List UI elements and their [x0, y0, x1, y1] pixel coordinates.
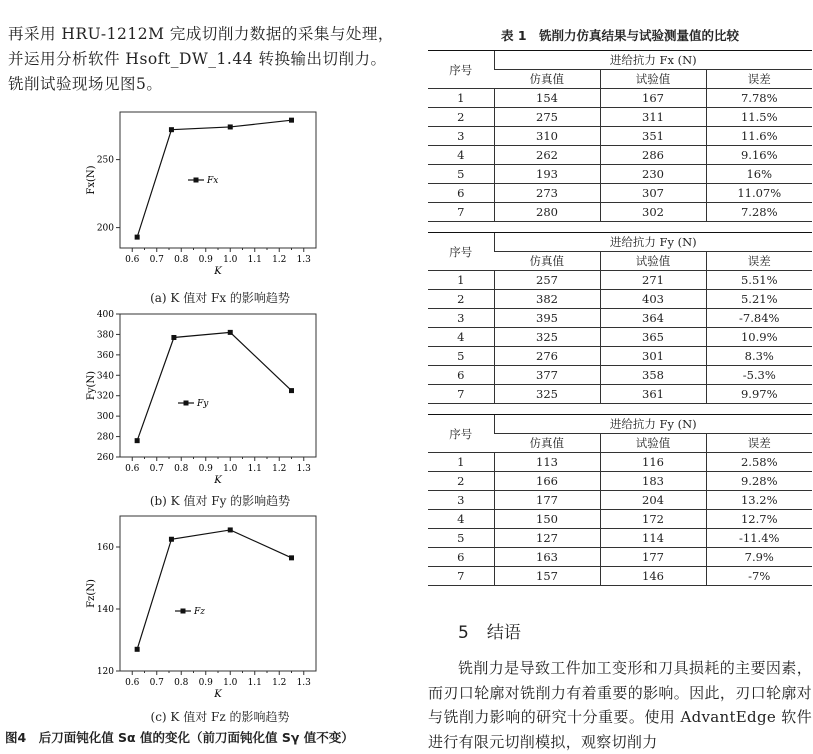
data-point: [228, 527, 233, 532]
table-cell: 307: [600, 184, 706, 203]
chart-fx: [80, 100, 330, 280]
table-cell: 5.51%: [706, 271, 812, 290]
table-cell: 2.58%: [706, 453, 812, 472]
table-cell: 12.7%: [706, 510, 812, 529]
x-tick-label: 0.7: [149, 255, 164, 265]
seq-header: 序号: [428, 51, 494, 89]
table-cell: 9.16%: [706, 146, 812, 165]
conclusion-paragraph: [428, 656, 812, 754]
legend-marker: [181, 609, 186, 614]
chart-fz: [80, 508, 330, 700]
table-cell: 3: [428, 309, 494, 328]
err-header: 误差: [706, 252, 812, 271]
table-cell: 2: [428, 108, 494, 127]
chart-fy: [80, 306, 330, 486]
table-cell: 150: [494, 510, 600, 529]
data-point: [228, 124, 233, 129]
table-row: [428, 366, 812, 385]
table-row: [428, 385, 812, 404]
x-tick-label: 1.0: [223, 255, 238, 265]
table-cell: 204: [600, 491, 706, 510]
section-heading: [458, 618, 521, 643]
figure-b-caption: (b) K 值对 Fy 的影响趋势: [149, 494, 291, 508]
table-row: [428, 165, 812, 184]
table-cell: 1: [428, 89, 494, 108]
data-point: [135, 235, 140, 240]
table-row: [428, 548, 812, 567]
y-axis-label: Fx(N): [86, 165, 97, 195]
table-row: [428, 108, 812, 127]
table-cell: 4: [428, 328, 494, 347]
data-point: [289, 555, 294, 560]
err-header: 误差: [706, 70, 812, 89]
table-cell: 364: [600, 309, 706, 328]
table-row: [428, 203, 812, 222]
table-cell: 3: [428, 491, 494, 510]
sim-header: 仿真值: [494, 70, 600, 89]
intro-text: 再采用 HRU-1212M 完成切削力数据的采集与处理，并运用分析软件 Hsoft_DW_1.44 转换输出切削力。铣削试验现场见图5。: [8, 25, 394, 93]
table-row: [428, 309, 812, 328]
x-tick-label: 1.3: [296, 678, 311, 688]
table-cell: 8.3%: [706, 347, 812, 366]
table-cell: 177: [600, 548, 706, 567]
table-cell: 167: [600, 89, 706, 108]
table-cell: 325: [494, 328, 600, 347]
table-cell: -7%: [706, 567, 812, 586]
table-title: 表 1 铣削力仿真结果与试验测量值的比较: [500, 28, 740, 43]
table-cell: 271: [600, 271, 706, 290]
y-axis-label: Fz(N): [86, 579, 97, 608]
table-cell: 311: [600, 108, 706, 127]
table-cell: 7: [428, 567, 494, 586]
table-cell: 395: [494, 309, 600, 328]
x-tick-label: 0.7: [149, 678, 164, 688]
table-cell: 262: [494, 146, 600, 165]
table-cell: 146: [600, 567, 706, 586]
table-cell: 116: [600, 453, 706, 472]
table-cell: 302: [600, 203, 706, 222]
exp-header: 试验值: [600, 252, 706, 271]
y-tick-label: 300: [96, 412, 114, 423]
table-cell: 9.97%: [706, 385, 812, 404]
table-cell: 7.9%: [706, 548, 812, 567]
seq-header: 序号: [428, 415, 494, 453]
table-row: [428, 491, 812, 510]
x-tick-label: 0.6: [125, 464, 140, 474]
table-cell: -11.4%: [706, 529, 812, 548]
table-cell: -5.3%: [706, 366, 812, 385]
table-row: [428, 127, 812, 146]
table-row: [428, 567, 812, 586]
y-tick-label: 160: [96, 543, 114, 553]
y-tick-label: 250: [96, 155, 114, 166]
x-tick-label: 1.0: [223, 464, 238, 474]
table-cell: 11.6%: [706, 127, 812, 146]
table-cell: 163: [494, 548, 600, 567]
table-row: [428, 184, 812, 203]
figure-4-caption: 图4 后刀面钝化值 Sα 值的变化（前刀面钝化值 Sγ 值不变）: [5, 730, 354, 745]
table-cell: 403: [600, 290, 706, 309]
x-tick-label: 1.3: [296, 464, 311, 474]
legend-label: Fz: [194, 607, 205, 617]
table-row: [428, 472, 812, 491]
plot-frame: [120, 516, 316, 671]
table-cell: 351: [600, 127, 706, 146]
table-cell: 276: [494, 347, 600, 366]
table-cell: 113: [494, 453, 600, 472]
table-row: [428, 89, 812, 108]
y-tick-label: 340: [96, 371, 114, 382]
section-number: 5: [458, 623, 469, 643]
y-tick-label: 400: [96, 310, 114, 320]
table-cell: 7.28%: [706, 203, 812, 222]
data-point: [289, 388, 294, 393]
sim-header: 仿真值: [494, 252, 600, 271]
table-row: [428, 290, 812, 309]
table-cell: 280: [494, 203, 600, 222]
y-tick-label: 320: [96, 391, 114, 402]
table-cell: 310: [494, 127, 600, 146]
table-cell: 177: [494, 491, 600, 510]
group-header: 进给抗力 Fy (N): [494, 233, 812, 252]
data-point: [171, 335, 176, 340]
table-cell: 361: [600, 385, 706, 404]
table-cell: 377: [494, 366, 600, 385]
data-point: [169, 537, 174, 542]
legend-label: Fx: [207, 176, 219, 186]
series-line: [137, 530, 291, 649]
group-header: 进给抗力 Fx (N): [494, 51, 812, 70]
table-cell: 7.78%: [706, 89, 812, 108]
x-tick-label: 0.6: [125, 678, 140, 688]
table-cell: 301: [600, 347, 706, 366]
y-tick-label: 140: [96, 605, 114, 615]
table-cell: 4: [428, 510, 494, 529]
data-point: [135, 647, 140, 652]
table-cell: 127: [494, 529, 600, 548]
x-tick-label: 0.8: [174, 255, 189, 265]
table-cell: 166: [494, 472, 600, 491]
table-cell: 5: [428, 529, 494, 548]
x-tick-label: 1.1: [247, 255, 262, 265]
data-point: [169, 127, 174, 132]
x-tick-label: 1.0: [223, 678, 238, 688]
table-cell: 5: [428, 347, 494, 366]
table-cell: 6: [428, 548, 494, 567]
table-cell: 325: [494, 385, 600, 404]
table-cell: 16%: [706, 165, 812, 184]
table-cell: 275: [494, 108, 600, 127]
table-cell: 154: [494, 89, 600, 108]
err-header: 误差: [706, 434, 812, 453]
table-cell: 5: [428, 165, 494, 184]
data-point: [135, 438, 140, 443]
figure-c: [80, 508, 330, 700]
legend-label: Fy: [197, 399, 209, 409]
table-cell: 1: [428, 453, 494, 472]
sim-header: 仿真值: [494, 434, 600, 453]
seq-header: 序号: [428, 233, 494, 271]
table-cell: 286: [600, 146, 706, 165]
figure-a: [80, 100, 330, 280]
data-point: [228, 330, 233, 335]
table-cell: 4: [428, 146, 494, 165]
table-cell: 2: [428, 472, 494, 491]
figure-c-caption: (c) K 值对 Fz 的影响趋势: [150, 710, 290, 724]
y-tick-label: 260: [96, 453, 114, 463]
table-cell: 3: [428, 127, 494, 146]
x-tick-label: 0.9: [198, 255, 213, 265]
y-tick-label: 360: [96, 350, 114, 361]
table-row: [428, 453, 812, 472]
x-tick-label: 0.6: [125, 255, 140, 265]
x-axis-label: K: [214, 689, 222, 700]
y-tick-label: 380: [96, 330, 114, 341]
series-line: [137, 332, 291, 440]
table-cell: 172: [600, 510, 706, 529]
table-cell: 230: [600, 165, 706, 184]
y-axis-label: Fy(N): [86, 370, 97, 401]
figure-b: [80, 306, 330, 486]
section-title: 结语: [486, 623, 521, 643]
table-cell: 9.28%: [706, 472, 812, 491]
intro-paragraph: [8, 22, 400, 97]
table-cell: 193: [494, 165, 600, 184]
table-cell: 2: [428, 290, 494, 309]
table-cell: 114: [600, 529, 706, 548]
table-cell: 358: [600, 366, 706, 385]
table-cell: 273: [494, 184, 600, 203]
table-row: [428, 146, 812, 165]
table-row: [428, 510, 812, 529]
table-cell: -7.84%: [706, 309, 812, 328]
table-group-2: [428, 232, 812, 404]
x-tick-label: 0.8: [174, 678, 189, 688]
table-cell: 6: [428, 184, 494, 203]
x-tick-label: 1.2: [272, 464, 287, 474]
x-tick-label: 1.1: [247, 678, 262, 688]
table-group-1: [428, 50, 812, 222]
table-cell: 382: [494, 290, 600, 309]
table-cell: 1: [428, 271, 494, 290]
legend-marker: [194, 178, 199, 183]
exp-header: 试验值: [600, 434, 706, 453]
y-tick-label: 280: [96, 432, 114, 443]
table-row: [428, 529, 812, 548]
table-cell: 11.07%: [706, 184, 812, 203]
table-cell: 365: [600, 328, 706, 347]
x-tick-label: 1.3: [296, 255, 311, 265]
table-cell: 157: [494, 567, 600, 586]
table-cell: 13.2%: [706, 491, 812, 510]
x-axis-label: K: [214, 475, 222, 486]
conclusion-text: 铣削力是导致工件加工变形和刀具损耗的主要因素，而刃口轮廓对铣削力有着重要的影响。因此，刃口轮廓对与铣削力影响的研究十分重要。使用 AdvantEdge 软件进行有限元切削模拟，观察切削力: [428, 659, 812, 751]
x-tick-label: 1.2: [272, 678, 287, 688]
table-group-3: [428, 414, 812, 586]
table-cell: 6: [428, 366, 494, 385]
table-cell: 11.5%: [706, 108, 812, 127]
y-tick-label: 120: [96, 667, 114, 677]
table-cell: 257: [494, 271, 600, 290]
x-tick-label: 0.8: [174, 464, 189, 474]
legend-marker: [184, 401, 189, 406]
x-tick-label: 0.9: [198, 678, 213, 688]
group-header: 进给抗力 Fy (N): [494, 415, 812, 434]
x-tick-label: 0.7: [149, 464, 164, 474]
table-cell: 183: [600, 472, 706, 491]
table-row: [428, 271, 812, 290]
table-cell: 5.21%: [706, 290, 812, 309]
data-point: [289, 118, 294, 123]
x-tick-label: 0.9: [198, 464, 213, 474]
table-cell: 7: [428, 203, 494, 222]
figure-a-caption: (a) K 值对 Fx 的影响趋势: [150, 291, 290, 305]
x-tick-label: 1.1: [247, 464, 262, 474]
table-row: [428, 347, 812, 366]
table-cell: 7: [428, 385, 494, 404]
exp-header: 试验值: [600, 70, 706, 89]
table-row: [428, 328, 812, 347]
y-tick-label: 200: [96, 223, 114, 234]
x-axis-label: K: [214, 266, 222, 277]
x-tick-label: 1.2: [272, 255, 287, 265]
table-cell: 10.9%: [706, 328, 812, 347]
